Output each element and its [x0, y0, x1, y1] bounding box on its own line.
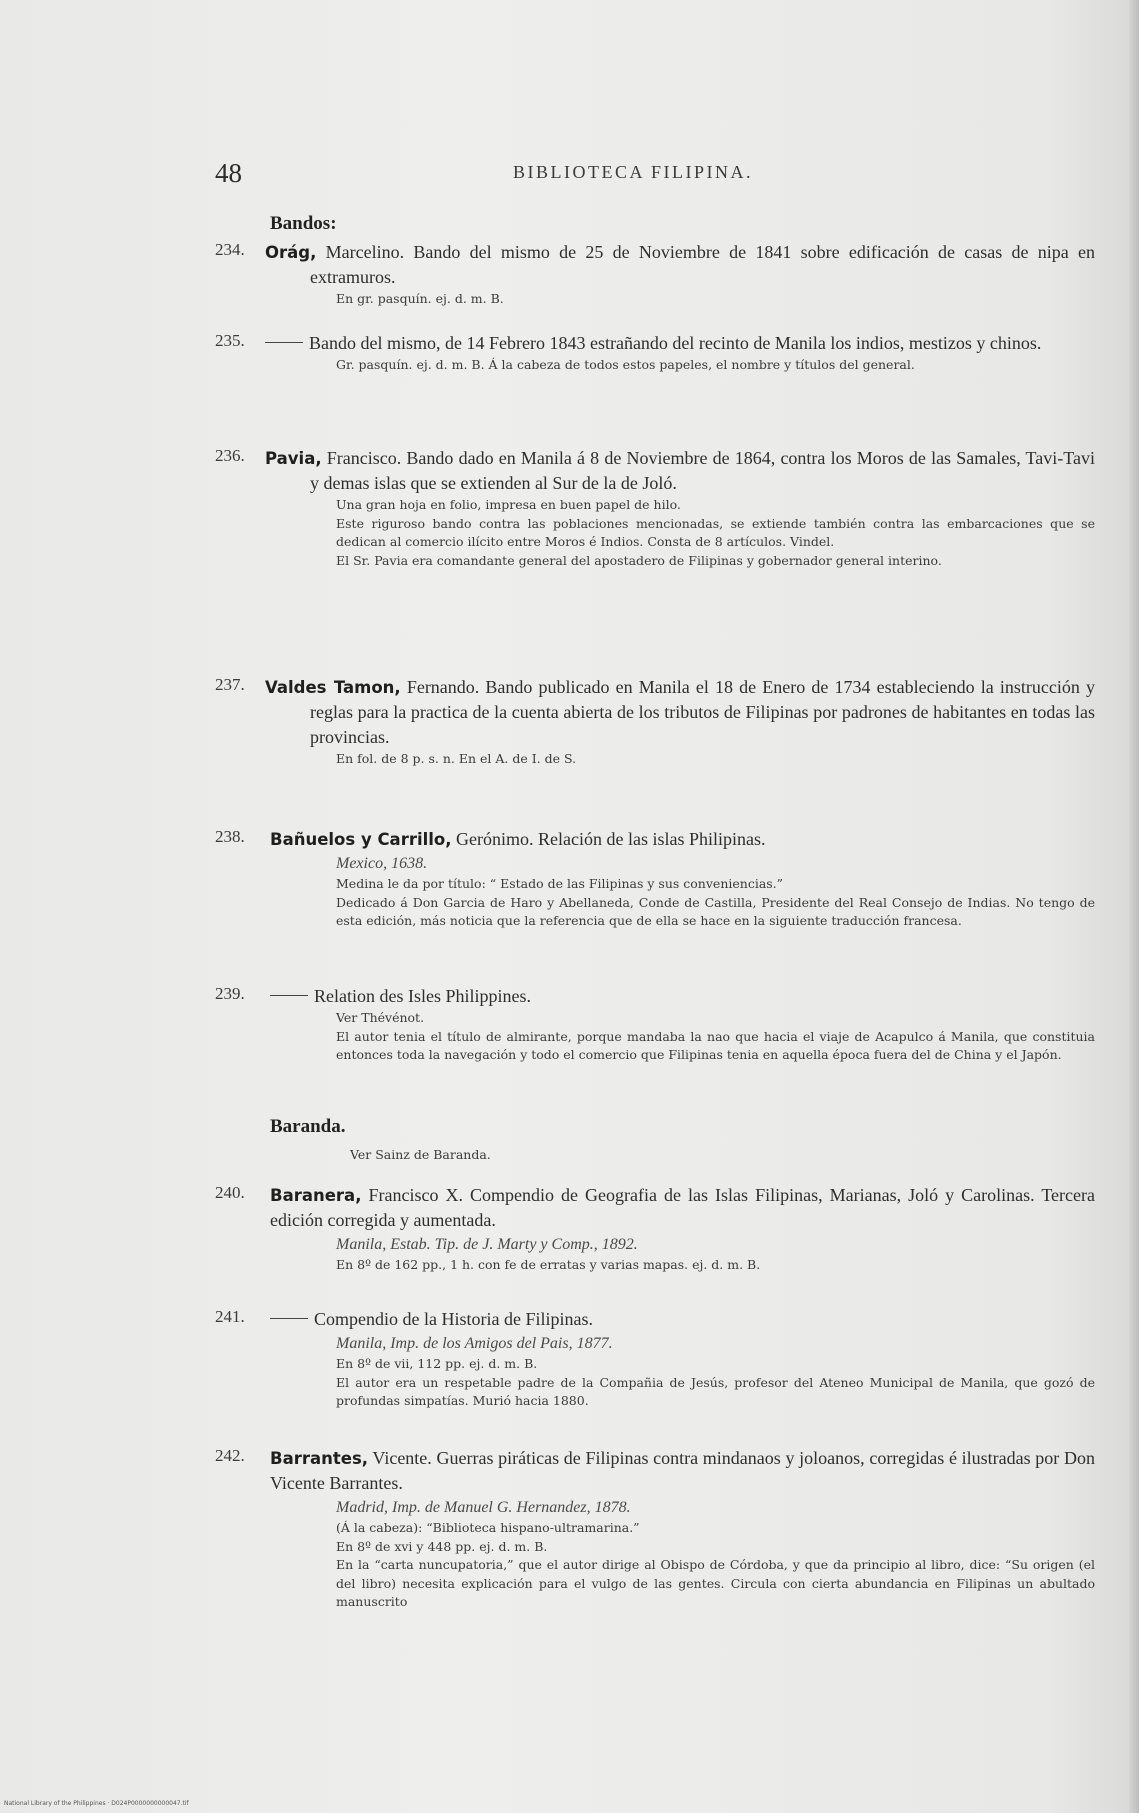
entry-main: [265, 240, 1095, 290]
entry-author: Orág,: [265, 243, 317, 262]
entry-note: En fol. de 8 p. s. n. En el A. de I. de S.: [336, 751, 577, 766]
section-heading-bandos: Bandos:: [270, 213, 337, 234]
entry-main: [270, 1307, 1095, 1332]
entry-note: En la “carta nuncupatoria,” que el autor dirige al Obispo de Córdoba, y que da principio al libro, dice: “Su origen (el del libro) necesita explicación para el vulgo de las gentes. Circula con cierta abundancia en Filipinas un abultado manuscrito: [336, 1557, 1095, 1609]
entry-text: Fernando. Bando publicado en Manila el 18 de Enero de 1734 estableciendo la instrucción y reglas para la practica de la cuenta abierta de los tributos de Filipinas por padrones de habitantes en todas las provincias.: [310, 677, 1096, 747]
entry-text: Gerónimo. Relación de las islas Philipinas.: [456, 829, 766, 849]
entry-note: El Sr. Pavia era comandante general del apostadero de Filipinas y gobernador general interino.: [336, 552, 942, 568]
entry-imprint: Madrid, Imp. de Manuel G. Hernandez, 1878.: [336, 1499, 631, 1516]
entry-number: 235.: [215, 331, 245, 350]
entry-text: Francisco. Bando dado en Manila á 8 de Noviembre de 1864, contra los Moros de las Samales, Tavi-Tavi y demas islas que se extienden al Sur de la de Joló.: [310, 448, 1095, 493]
entry-main: [270, 1183, 1095, 1233]
section-heading-baranda: Baranda.: [270, 1116, 346, 1137]
entry-note: Ver Thévénot.: [336, 1010, 425, 1025]
entry-author: Pavia,: [265, 449, 322, 468]
entry-note: En 8º de vii, 112 pp. ej. d. m. B.: [336, 1356, 538, 1371]
entry-main: [270, 827, 1095, 852]
entry-note: En 8º de xvi y 448 pp. ej. d. m. B.: [336, 1538, 548, 1554]
entry-note: Medina le da por título: “ Estado de las Filipinas y sus conveniencias.”: [336, 876, 784, 891]
entry-text: Marcelino. Bando del mismo de 25 de Noviembre de 1841 sobre edificación de casas de nipa en extramuros.: [310, 242, 1096, 287]
entry-main: [270, 1446, 1095, 1496]
entry-main: [270, 984, 1095, 1009]
scan-footer-stamp: National Library of the Philippines · D024P0000000000047.tif: [4, 1800, 189, 1807]
entry-author: Barrantes,: [270, 1449, 369, 1468]
cross-reference: Ver Sainz de Baranda.: [350, 1147, 491, 1162]
entry-author: Bañuelos y Carrillo,: [270, 830, 452, 849]
entry-note: (Á la cabeza): “Biblioteca hispano-ultramarina.”: [336, 1520, 640, 1535]
entry-note: Gr. pasquín. ej. d. m. B. Á la cabeza de todos estos papeles, el nombre y títulos del general.: [336, 357, 915, 372]
entry-number: 234.: [215, 240, 245, 259]
entry-text: Bando del mismo, de 14 Febrero 1843 estrañando del recinto de Manila los indios, mestizos y chinos.: [309, 333, 1042, 353]
entry-note: Una gran hoja en folio, impresa en buen papel de hilo.: [336, 497, 681, 512]
entry-number: 236.: [215, 446, 245, 465]
page-number: 48: [215, 158, 242, 188]
entry-author: Valdes Tamon,: [265, 678, 401, 697]
entry-number: 241.: [215, 1307, 245, 1326]
entry-note: El autor tenia el título de almirante, porque mandaba la nao que hacia el viaje de Acapulco á Manila, que constituia entonces toda la navegación y todo el comercio que Filipinas tenia en aquella época fuera del de China y el Japón.: [336, 1028, 1095, 1062]
entry-imprint: Manila, Imp. de los Amigos del Pais, 1877.: [336, 1335, 613, 1352]
entry-note: Dedicado á Don Garcia de Haro y Abellaneda, Conde de Castilla, Presidente del Real Consejo de Indias. No tengo de esta edición, más noticia que la referencia que de ella se hace en la siguiente traducción francesa.: [336, 894, 1095, 928]
entry-note: En gr. pasquín. ej. d. m. B.: [336, 291, 504, 306]
ditto-dash: [270, 995, 308, 996]
entry-imprint: Manila, Estab. Tip. de J. Marty y Comp., 1892.: [336, 1236, 638, 1253]
entry-text: Vicente. Guerras piráticas de Filipinas contra mindanaos y joloanos, corregidas é ilustradas por Don Vicente Barrantes.: [270, 1448, 1095, 1493]
entry-author: Baranera,: [270, 1186, 362, 1205]
entry-text: Compendio de la Historia de Filipinas.: [314, 1309, 593, 1329]
page-header: [215, 158, 1095, 198]
running-title: BIBLIOTECA FILIPINA.: [513, 162, 753, 182]
entry-main: [265, 446, 1095, 496]
entry-note: El autor era un respetable padre de la Compañia de Jesús, profesor del Ateneo Municipal de Manila, que gozó de profundas simpatías. Murió hacia 1880.: [336, 1374, 1095, 1408]
entry-main: [265, 675, 1095, 750]
entry-text: Relation des Isles Philippines.: [314, 986, 531, 1006]
entry-main: [265, 331, 1095, 356]
ditto-dash: [265, 342, 303, 343]
entry-number: 242.: [215, 1446, 245, 1465]
entry-text: Francisco X. Compendio de Geografia de las Islas Filipinas, Marianas, Joló y Carolinas. Tercera edición corregida y aumentada.: [270, 1185, 1096, 1230]
entry-number: 237.: [215, 675, 245, 694]
entry-note: En 8º de 162 pp., 1 h. con fe de erratas y varias mapas. ej. d. m. B.: [336, 1257, 761, 1272]
ditto-dash: [270, 1318, 308, 1319]
entry-note: Este riguroso bando contra las poblaciones mencionadas, se extiende también contra las embarcaciones que se dedican al comercio ilícito entre Moros é Indios. Consta de 8 artículos. Vindel.: [336, 515, 1095, 549]
entry-number: 239.: [215, 984, 245, 1003]
entry-imprint: Mexico, 1638.: [336, 855, 428, 872]
entry-number: 238.: [215, 827, 245, 846]
entry-number: 240.: [215, 1183, 245, 1202]
page-edge-shadow: [1129, 0, 1139, 1813]
